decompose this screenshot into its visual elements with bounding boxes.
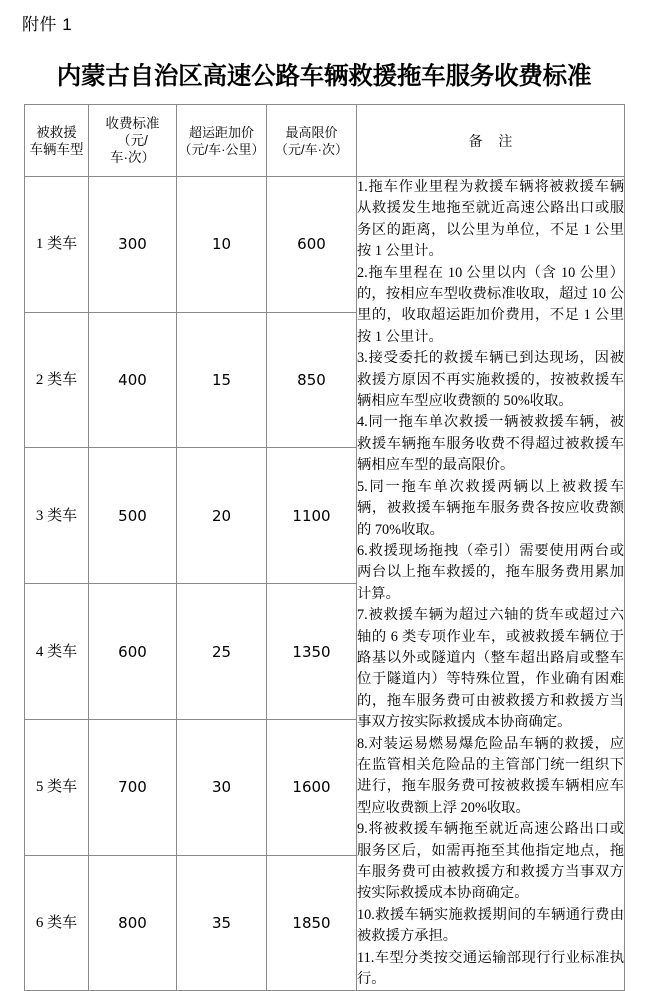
notes-list	[357, 177, 624, 990]
header-vehicle-type	[25, 105, 89, 177]
note-item: 9.将被救援车辆拖至就近高速公路出口或服务区后，如需再拖至其他指定地点，拖车服务费可由被救援方和救援方当事双方按实际救援成本协商确定。	[357, 821, 624, 902]
cell-extra-distance: 10	[177, 177, 267, 313]
note-item: 4.同一拖车单次救援一辆被救援车辆，被救援车辆拖车服务收费不得超过被救援车辆相应车型的最高限价。	[357, 414, 624, 474]
table-row	[25, 177, 625, 313]
header-extra-distance	[177, 105, 267, 177]
cell-fee-standard: 500	[89, 448, 177, 584]
note-item: 3.接受委托的救援车辆已到达现场，因被救援方原因不再实施救援的，按被救援车辆相应车型应收费额的 50%收取。	[357, 350, 624, 410]
cell-vehicle-type: 2 类车	[25, 312, 89, 448]
cell-fee-standard: 400	[89, 312, 177, 448]
header-vehicle-type-line-1: 被救援	[36, 124, 77, 140]
cell-fee-standard: 700	[89, 719, 177, 855]
header-fee-standard-line-1: 收费标准	[105, 116, 160, 131]
cell-vehicle-type: 5 类车	[25, 719, 89, 855]
fee-standard-table	[24, 104, 625, 991]
header-fee-standard	[89, 105, 177, 177]
cell-extra-distance: 15	[177, 312, 267, 448]
notes-cell	[357, 177, 625, 991]
header-extra-distance-line-2: （元/车·公里）	[178, 141, 265, 157]
cell-extra-distance: 25	[177, 584, 267, 720]
cell-extra-distance: 35	[177, 855, 267, 991]
cell-vehicle-type: 6 类车	[25, 855, 89, 991]
header-notes: 备 注	[357, 105, 625, 177]
header-max-price-line-1: 最高限价	[285, 124, 338, 140]
cell-max-price: 600	[267, 177, 357, 313]
note-item: 2.拖车里程在 10 公里以内（含 10 公里）的，按相应车型收费标准收取，超过 10 公里的，收取超运距加价费用，不足 1 公里按 1 公里计。	[357, 264, 624, 345]
cell-extra-distance: 30	[177, 719, 267, 855]
cell-vehicle-type: 4 类车	[25, 584, 89, 720]
table-header-row	[25, 105, 625, 177]
cell-vehicle-type: 3 类车	[25, 448, 89, 584]
header-fee-standard-line-3: 车·次）	[110, 150, 155, 165]
note-item: 11.车型分类按交通运输部现行行业标准执行。	[357, 949, 624, 988]
header-extra-distance-line-1: 超运距加价	[188, 124, 254, 140]
attachment-label: 附件 1	[22, 15, 73, 34]
cell-max-price: 1850	[267, 855, 357, 991]
cell-extra-distance: 20	[177, 448, 267, 584]
header-max-price	[267, 105, 357, 177]
note-item: 10.救援车辆实施救援期间的车辆通行费由被救援方承担。	[357, 906, 624, 945]
cell-fee-standard: 600	[89, 584, 177, 720]
header-vehicle-type-line-2: 车辆车型	[29, 141, 84, 157]
note-item: 5.同一拖车单次救援两辆以上被救援车辆，被救援车辆拖车服务费各按应收费额的 70%收取。	[357, 478, 624, 538]
note-item: 1.拖车作业里程为救援车辆将被救援车辆从救援发生地拖至就近高速公路出口或服务区的距离，以公里为单位，不足 1 公里按 1 公里计。	[357, 179, 624, 260]
cell-max-price: 850	[267, 312, 357, 448]
cell-max-price: 1600	[267, 719, 357, 855]
page-title: 内蒙古自治区高速公路车辆救援拖车服务收费标准	[56, 63, 592, 90]
header-fee-standard-line-2: （元/	[117, 133, 148, 148]
cell-max-price: 1100	[267, 448, 357, 584]
header-max-price-line-2: （元/车·次）	[275, 141, 348, 157]
cell-fee-standard: 300	[89, 177, 177, 313]
note-item: 8.对装运易燃易爆危险品车辆的救援，应在监管相关危险品的主管部门统一组织下进行，拖车服务费可按被救援车辆相应车型应收费额上浮 20%收取。	[357, 735, 624, 816]
note-item: 6.救援现场拖拽（牵引）需要使用两台或两台以上拖车救援的，拖车服务费用累加计算。	[357, 542, 624, 602]
cell-vehicle-type: 1 类车	[25, 177, 89, 313]
note-item: 7.被救援车辆为超过六轴的货车或超过六轴的 6 类专项作业车，或被救援车辆位于路基以外或隧道内（整车超出路肩或整车位于隧道内）等特殊位置，作业确有困难的，拖车服务费可由被救援方和救援方当事双方按实际救援成本协商确定。	[357, 607, 624, 731]
cell-fee-standard: 800	[89, 855, 177, 991]
cell-max-price: 1350	[267, 584, 357, 720]
